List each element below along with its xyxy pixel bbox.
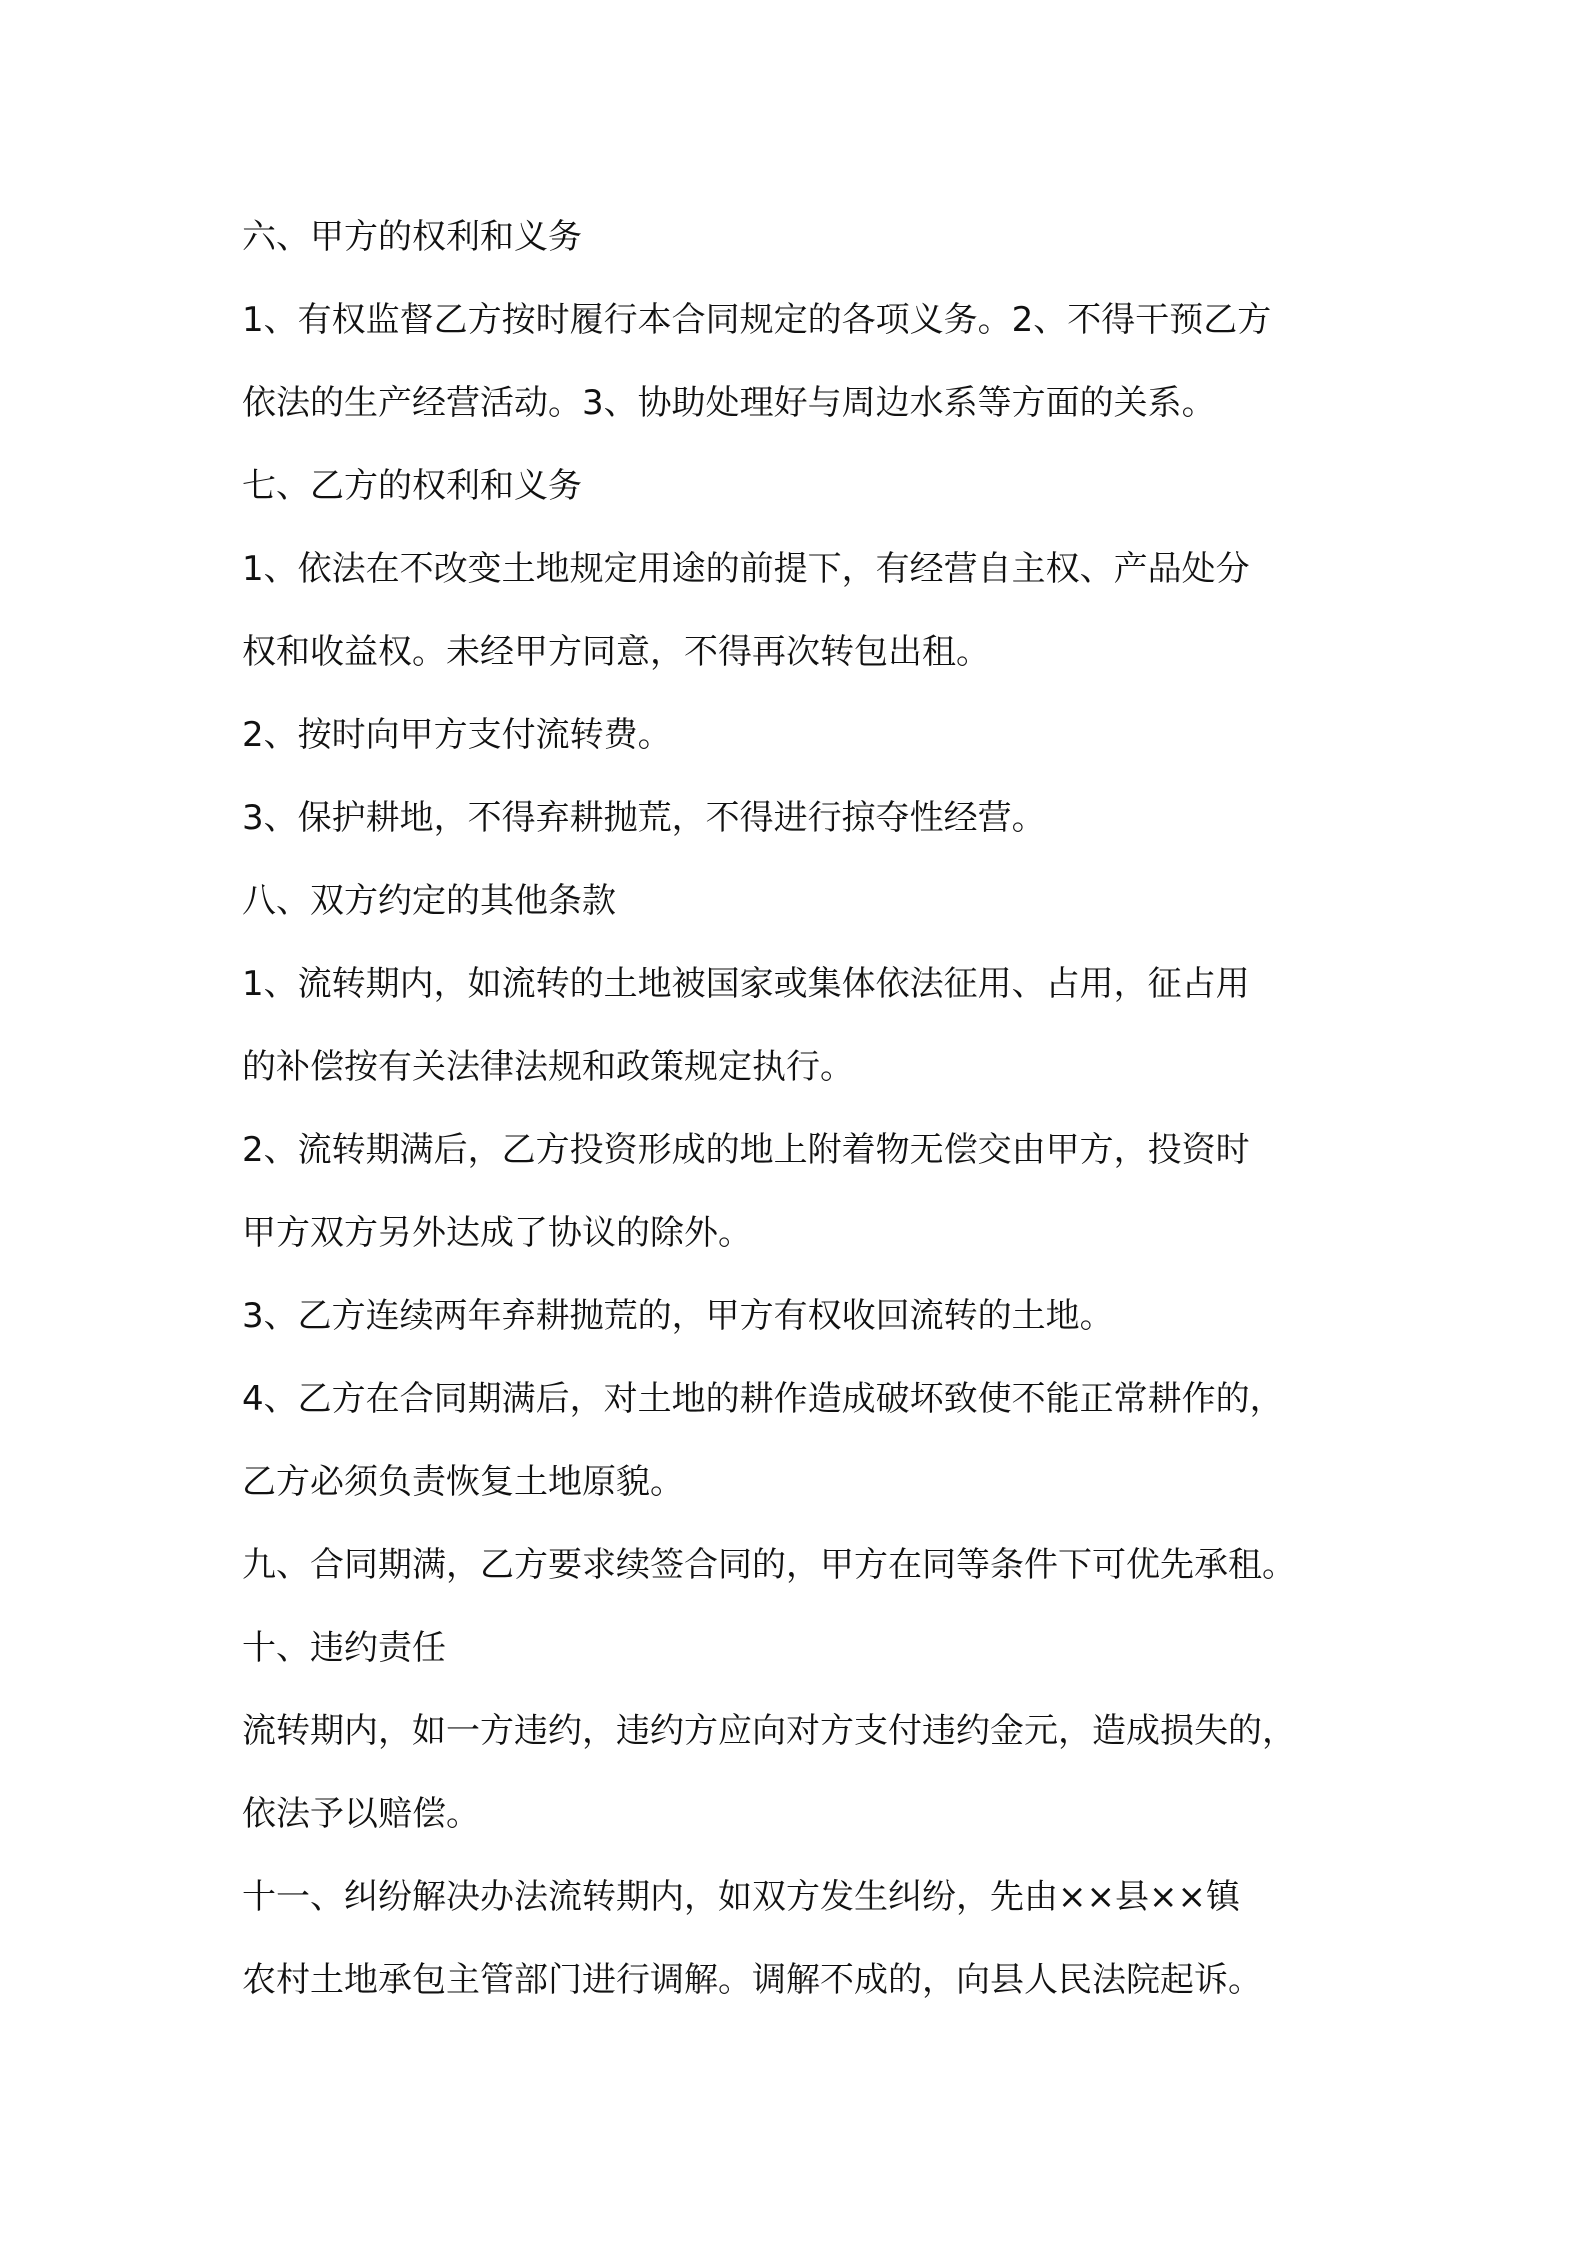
section-heading-8: 八、双方约定的其他条款	[242, 881, 616, 921]
section-10-text-line-1: 流转期内，如一方违约，违约方应向对方支付违约金元，造成损失的，	[242, 1711, 1296, 1751]
section-11-text-line-1: 十一、纠纷解决办法流转期内，如双方发生纠纷，先由××县××镇	[242, 1877, 1240, 1917]
section-heading-6: 六、甲方的权利和义务	[242, 217, 582, 257]
section-7-item-3: 3、保护耕地，不得弃耕抛荒，不得进行掠夺性经营。	[242, 798, 1046, 838]
section-7-item-1-line-2: 权和收益权。未经甲方同意，不得再次转包出租。	[242, 632, 990, 672]
section-8-item-2-line-2: 甲方双方另外达成了协议的除外。	[242, 1213, 752, 1253]
section-6-text-line-1: 1、有权监督乙方按时履行本合同规定的各项义务。2、不得干预乙方	[242, 300, 1272, 340]
section-7-item-2: 2、按时向甲方支付流转费。	[242, 715, 672, 755]
document-body	[242, 196, 1372, 2022]
section-10-text-line-2: 依法予以赔偿。	[242, 1794, 480, 1834]
section-8-item-4-line-2: 乙方必须负责恢复土地原貌。	[242, 1462, 684, 1502]
section-8-item-4-line-1: 4、乙方在合同期满后，对土地的耕作造成破坏致使不能正常耕作的，	[242, 1379, 1284, 1419]
section-8-item-1-line-2: 的补偿按有关法律法规和政策规定执行。	[242, 1047, 854, 1087]
section-8-item-2-line-1: 2、流转期满后，乙方投资形成的地上附着物无偿交由甲方，投资时	[242, 1130, 1250, 1170]
section-heading-7: 七、乙方的权利和义务	[242, 466, 582, 506]
section-8-item-1-line-1: 1、流转期内，如流转的土地被国家或集体依法征用、占用，征占用	[242, 964, 1250, 1004]
section-8-item-3: 3、乙方连续两年弃耕抛荒的，甲方有权收回流转的土地。	[242, 1296, 1114, 1336]
section-7-item-1-line-1: 1、依法在不改变土地规定用途的前提下，有经营自主权、产品处分	[242, 549, 1250, 589]
section-11-text-line-2: 农村土地承包主管部门进行调解。调解不成的，向县人民法院起诉。	[242, 1960, 1262, 2000]
section-9-text: 九、合同期满，乙方要求续签合同的，甲方在同等条件下可优先承租。	[242, 1545, 1296, 1585]
section-6-text-line-2: 依法的生产经营活动。3、协助处理好与周边水系等方面的关系。	[242, 383, 1216, 423]
section-heading-10: 十、违约责任	[242, 1628, 446, 1668]
